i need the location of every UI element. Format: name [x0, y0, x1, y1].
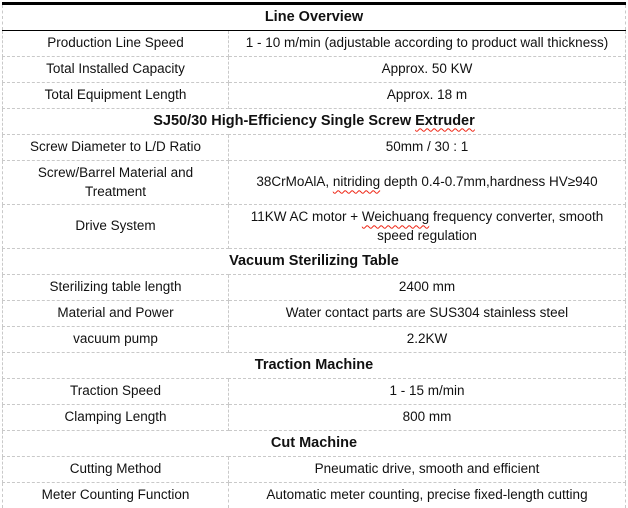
spec-row — [3, 379, 626, 405]
section-header-extruder — [3, 109, 626, 135]
spec-value: 800 mm — [229, 405, 626, 431]
spec-row — [3, 57, 626, 83]
spec-label: Traction Speed — [3, 379, 229, 405]
spellcheck-marked-word: nitriding — [332, 174, 381, 190]
spec-label: Meter Counting Function — [3, 483, 229, 508]
spec-label: Production Line Speed — [3, 31, 229, 57]
spec-row — [3, 327, 626, 353]
spec-label: Total Equipment Length — [3, 83, 229, 109]
spec-row — [3, 161, 626, 205]
spec-row — [3, 405, 626, 431]
spec-row — [3, 31, 626, 57]
spec-row — [3, 205, 626, 249]
spec-value: 1 - 15 m/min — [229, 379, 626, 405]
spec-value: Pneumatic drive, smooth and efficient — [229, 457, 626, 483]
spec-label: Cutting Method — [3, 457, 229, 483]
spellcheck-marked-word: Weichuang — [361, 209, 430, 225]
spec-value-text: depth 0.4-0.7mm,hardness HV≥940 — [380, 174, 598, 190]
spec-value: Approx. 50 KW — [229, 57, 626, 83]
spec-value: Water contact parts are SUS304 stainless steel — [229, 301, 626, 327]
section-title: Vacuum Sterilizing Table — [3, 249, 626, 275]
spec-value-text: frequency converter, smooth speed regulation — [377, 209, 604, 243]
spec-label: Sterilizing table length — [3, 275, 229, 301]
section-header-line-overview — [3, 4, 626, 31]
section-header-traction-machine — [3, 353, 626, 379]
spec-value: 1 - 10 m/min (adjustable according to product wall thickness) — [229, 31, 626, 57]
spec-value: Automatic meter counting, precise fixed-length cutting — [229, 483, 626, 508]
spec-label: Clamping Length — [3, 405, 229, 431]
spec-value — [229, 205, 626, 249]
spec-label: Screw Diameter to L/D Ratio — [3, 135, 229, 161]
spec-label: Screw/Barrel Material and Treatment — [3, 161, 229, 205]
spec-row — [3, 275, 626, 301]
specification-table — [2, 2, 626, 508]
spec-value-text: 38CrMoAlA, — [256, 174, 333, 190]
spec-label: Drive System — [3, 205, 229, 249]
spec-label: Total Installed Capacity — [3, 57, 229, 83]
spellcheck-marked-word: Extruder — [415, 112, 475, 129]
section-header-vacuum-table — [3, 249, 626, 275]
spec-value-text: 11KW AC motor + — [250, 209, 362, 225]
spec-row — [3, 83, 626, 109]
spec-row — [3, 301, 626, 327]
section-title-text: SJ50/30 High-Efficiency Single Screw — [153, 112, 416, 129]
spec-row — [3, 483, 626, 508]
spec-value: 50mm / 30 : 1 — [229, 135, 626, 161]
spec-value: Approx. 18 m — [229, 83, 626, 109]
section-header-cut-machine — [3, 431, 626, 457]
spec-value: 2.2KW — [229, 327, 626, 353]
spec-document — [2, 2, 626, 508]
spec-row — [3, 457, 626, 483]
section-title: Line Overview — [3, 4, 626, 31]
section-title: Cut Machine — [3, 431, 626, 457]
spec-value: 2400 mm — [229, 275, 626, 301]
spec-label: vacuum pump — [3, 327, 229, 353]
spec-label: Material and Power — [3, 301, 229, 327]
spec-row — [3, 135, 626, 161]
section-title — [3, 109, 626, 135]
section-title: Traction Machine — [3, 353, 626, 379]
spec-value — [229, 161, 626, 205]
